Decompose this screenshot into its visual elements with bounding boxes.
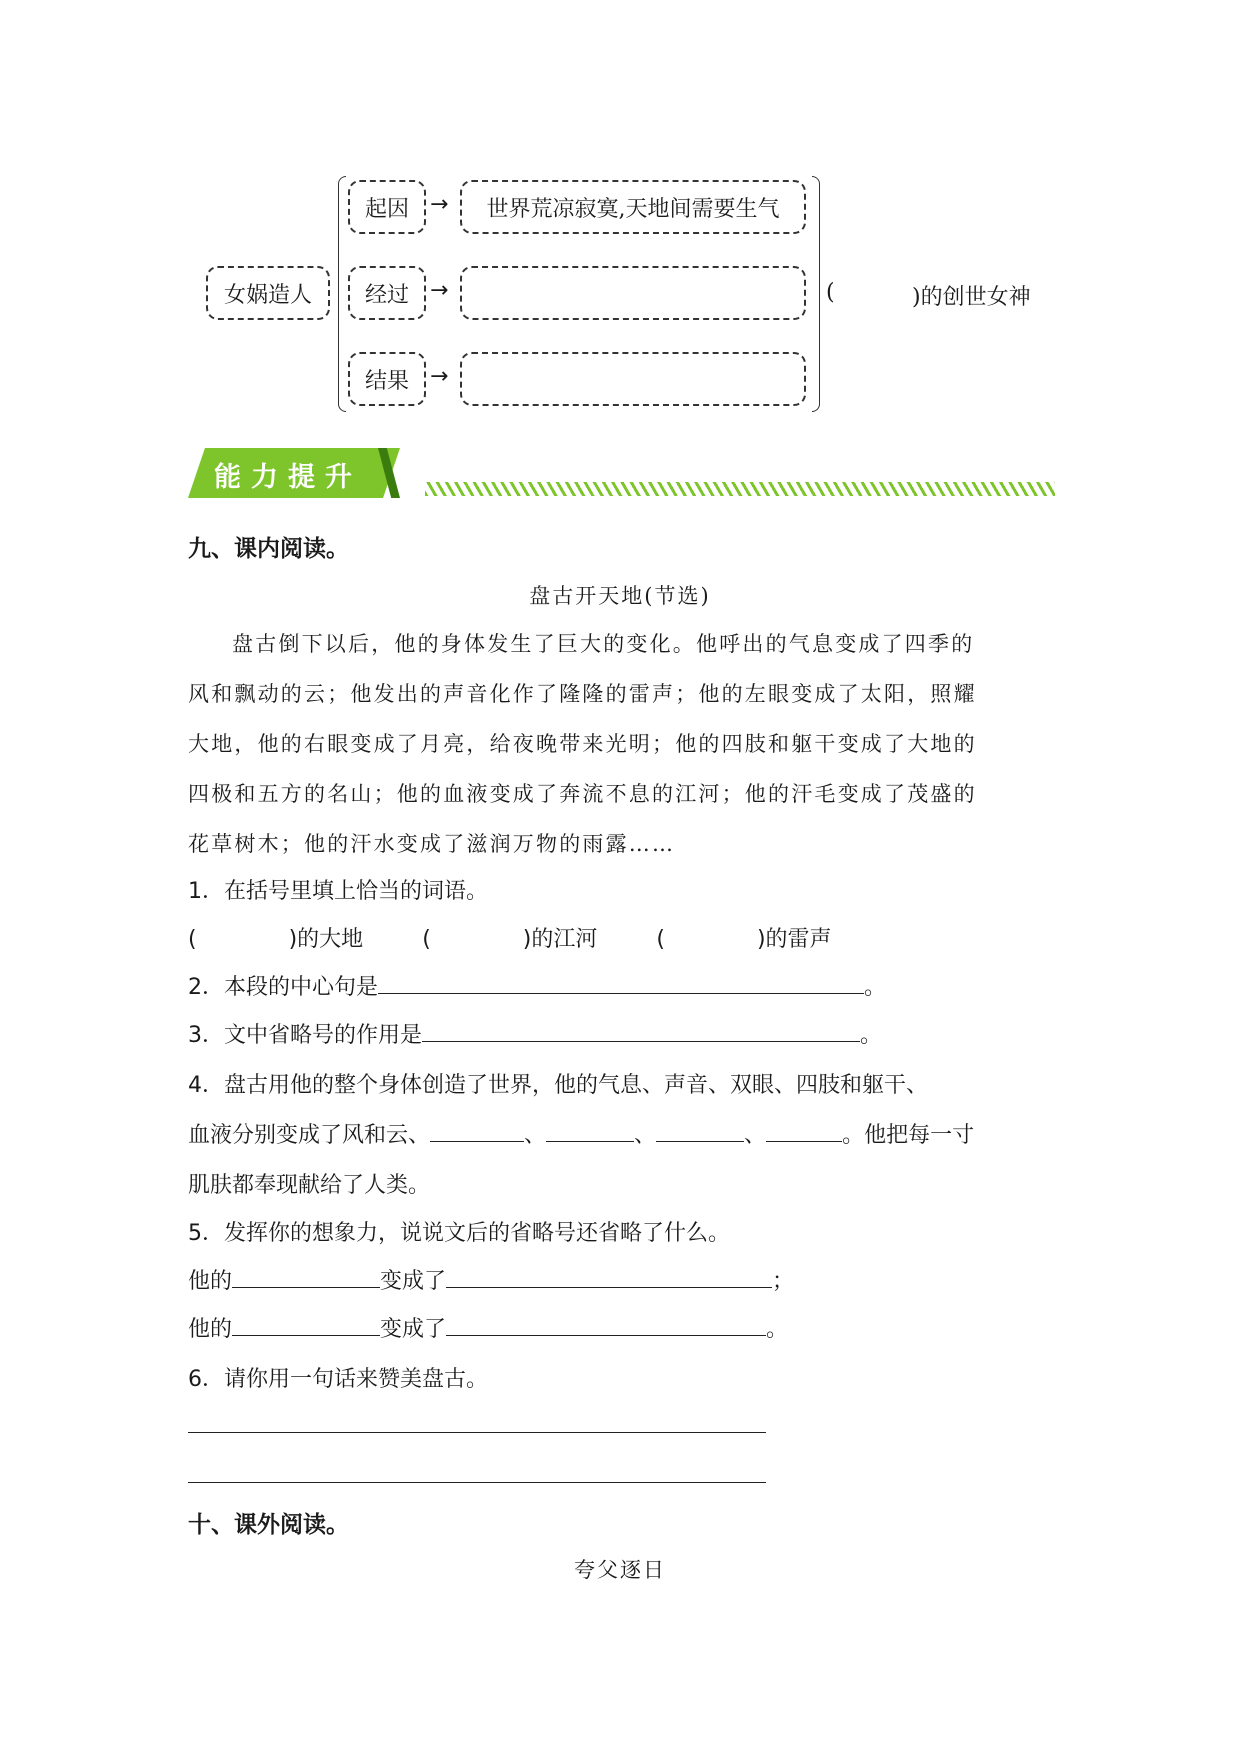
- q5-prefix-2: 他的: [188, 1317, 233, 1342]
- arrow-cause: →: [430, 192, 449, 217]
- q1-item-3: )的雷声: [756, 927, 832, 952]
- passage-line-3: 大地，他的右眼变成了月亮，给夜晚带来光明；他的四肢和躯干变成了大地的: [188, 732, 977, 756]
- conclusion-text: )的创世女神: [912, 285, 1031, 310]
- q1-item-2: )的江河: [522, 927, 598, 952]
- q4-line3: 肌肤都奉现献给了人类。: [188, 1173, 431, 1198]
- process-label: 经过: [364, 282, 409, 308]
- q2-text: 2．本段的中心句是: [188, 975, 378, 1000]
- q5-prefix-1: 他的: [188, 1269, 233, 1294]
- q5-blank-1b[interactable]: [446, 1265, 772, 1288]
- q4-sep-1: 、: [524, 1123, 547, 1148]
- q1-open-1: (: [188, 927, 197, 952]
- arrow-result: →: [430, 364, 449, 389]
- row-label-result: [348, 352, 426, 406]
- q6-answer-line-1[interactable]: [188, 1432, 766, 1433]
- q4-blank-4[interactable]: [766, 1119, 842, 1142]
- diagram-main-box: [206, 266, 330, 320]
- passage-line-2: 风和飘动的云；他发出的声音化作了隆隆的雷声；他的左眼变成了太阳，照耀: [188, 682, 977, 706]
- q1-text: 1．在括号里填上恰当的词语。: [188, 879, 488, 904]
- q4-blank-2[interactable]: [546, 1119, 634, 1142]
- q5-end-1: ；: [772, 1269, 795, 1294]
- cause-label: 起因: [364, 196, 409, 222]
- q1-items: [188, 922, 832, 953]
- row-content-result[interactable]: [460, 352, 806, 406]
- q5-mid-2: 变成了: [380, 1317, 447, 1342]
- passage-line-4: 四极和五方的名山；他的血液变成了奔流不息的江河；他的汗毛变成了茂盛的: [188, 782, 977, 806]
- q4-line2b: 。他把每一寸: [842, 1123, 975, 1148]
- section10-heading: 十、课外阅读。: [188, 1512, 349, 1538]
- cause-content: 世界荒凉寂寞,天地间需要生气: [486, 196, 780, 222]
- q3-end: 。: [860, 1023, 883, 1048]
- row-content-process[interactable]: [460, 266, 806, 320]
- q5-row-1: [188, 1264, 794, 1295]
- conclusion-open: (: [826, 280, 835, 305]
- left-brace: [338, 176, 346, 412]
- q4-blank-1[interactable]: [430, 1119, 524, 1142]
- section9-heading: 九、课内阅读。: [188, 536, 349, 562]
- q1-open-2: (: [422, 927, 431, 952]
- q5-row-2: [188, 1312, 788, 1343]
- result-label: 结果: [364, 368, 409, 394]
- q5-blank-2b[interactable]: [446, 1313, 766, 1336]
- q4-line2: [188, 1118, 974, 1149]
- q1-open-3: (: [656, 927, 665, 952]
- q6-text: 6．请你用一句话来赞美盘古。: [188, 1367, 488, 1392]
- main-label: 女娲造人: [223, 282, 312, 308]
- q4-sep-3: 、: [744, 1123, 767, 1148]
- row-content-cause: [460, 180, 806, 234]
- q3: [188, 1018, 882, 1049]
- q5-text: 5．发挥你的想象力，说说文后的省略号还省略了什么。: [188, 1221, 730, 1246]
- banner-hatch: [425, 482, 1055, 496]
- banner-text: 能力提升: [214, 462, 362, 493]
- q2: [188, 970, 886, 1001]
- q5-blank-1a[interactable]: [232, 1265, 380, 1288]
- q5-end-2: 。: [766, 1317, 789, 1342]
- section9-title: 盘古开天地(节选): [529, 584, 711, 608]
- q2-blank[interactable]: [378, 971, 864, 994]
- passage-line-1: 盘古倒下以后，他的身体发生了巨大的变化。他呼出的气息变成了四季的: [232, 632, 975, 656]
- q5-mid-1: 变成了: [380, 1269, 447, 1294]
- q4-blank-3[interactable]: [656, 1119, 744, 1142]
- row-label-process: [348, 266, 426, 320]
- section10-title: 夸父逐日: [574, 1558, 666, 1582]
- q3-blank[interactable]: [422, 1019, 860, 1042]
- q4-line2a: 血液分别变成了风和云、: [188, 1123, 431, 1148]
- row-label-cause: [348, 180, 426, 234]
- q4-line1: 4．盘古用他的整个身体创造了世界，他的气息、声音、双眼、四肢和躯干、: [188, 1073, 928, 1098]
- q6-answer-line-2[interactable]: [188, 1482, 766, 1483]
- q1-item-1: )的大地: [288, 927, 364, 952]
- q2-end: 。: [864, 975, 887, 1000]
- right-brace: [812, 176, 820, 412]
- q5-blank-2a[interactable]: [232, 1313, 380, 1336]
- arrow-process: →: [430, 278, 449, 303]
- passage-line-5: 花草树木；他的汗水变成了滋润万物的雨露……: [188, 832, 676, 856]
- q4-sep-2: 、: [634, 1123, 657, 1148]
- q3-text: 3．文中省略号的作用是: [188, 1023, 422, 1048]
